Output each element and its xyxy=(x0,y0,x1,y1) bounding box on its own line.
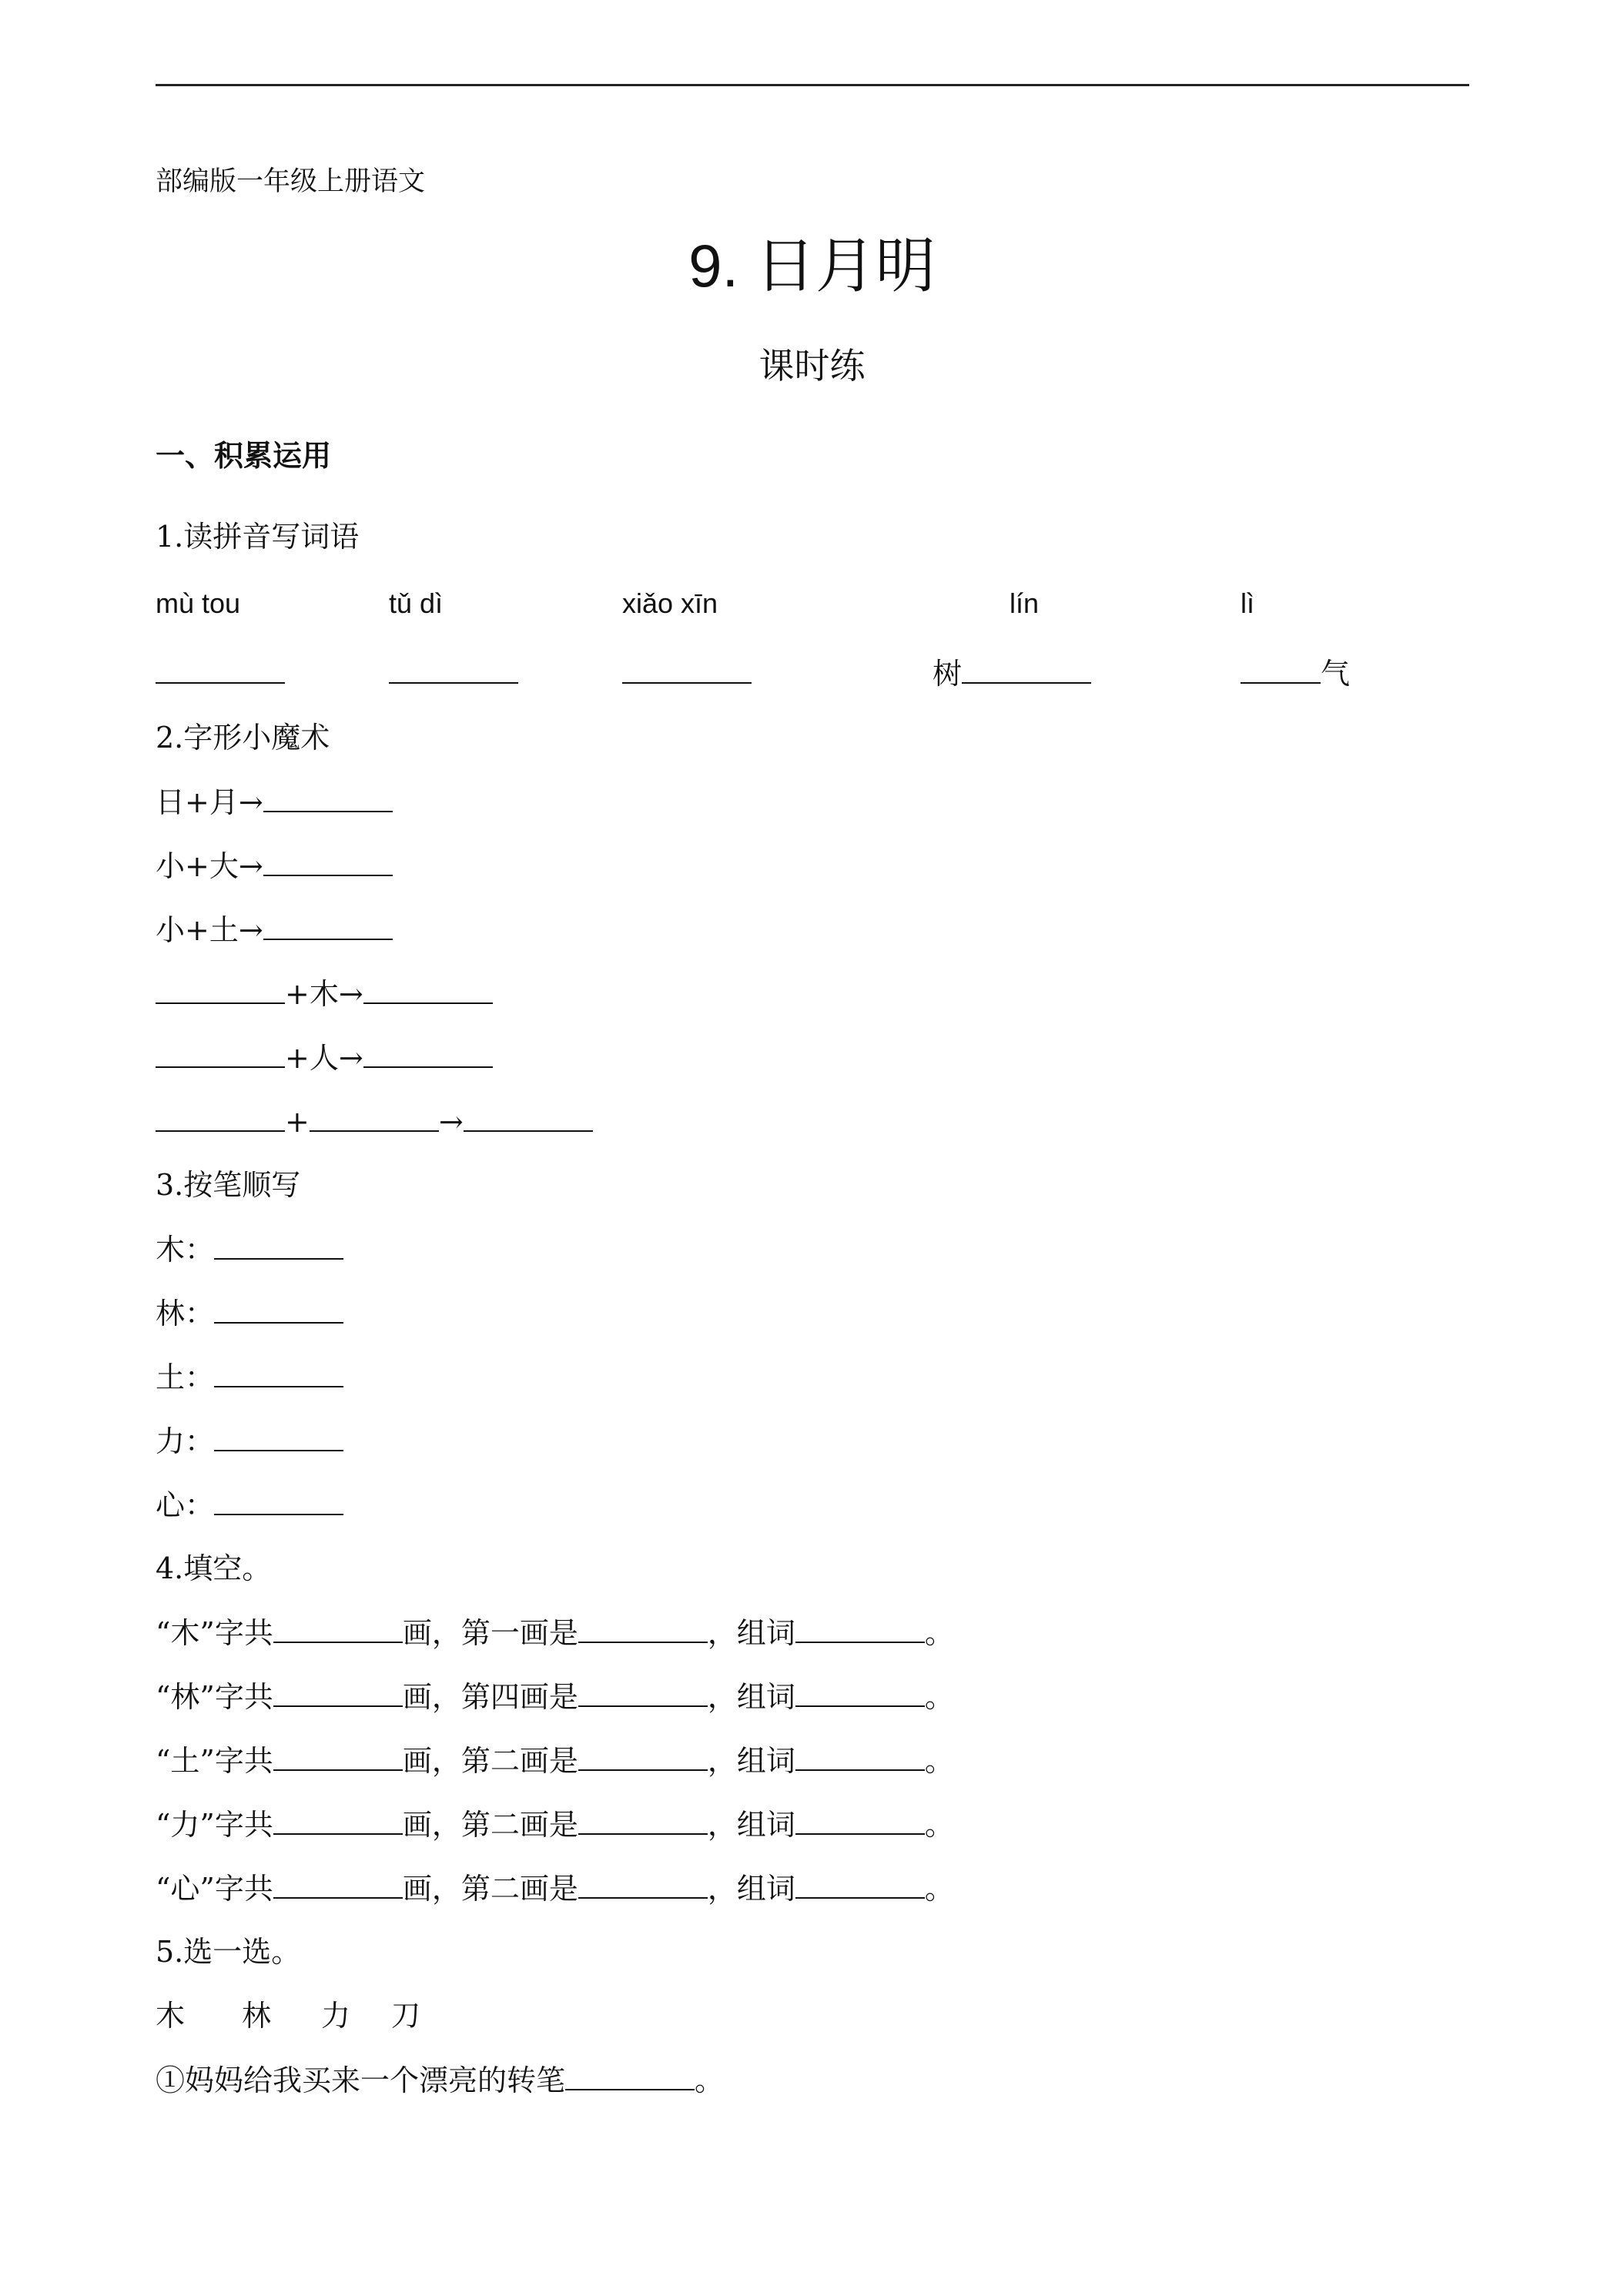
q4-text: 画，第四画是 xyxy=(402,1680,578,1714)
q2-blank[interactable] xyxy=(263,909,393,940)
q1-answer-row xyxy=(156,653,285,694)
q4-blank[interactable] xyxy=(795,1804,925,1835)
q5-blank[interactable] xyxy=(565,2060,695,2090)
q1-answer-row xyxy=(622,653,752,694)
q2-row xyxy=(156,782,393,822)
q2-expression: 小+土→ xyxy=(156,913,263,947)
q3-char: 林： xyxy=(156,1297,215,1330)
q2-expression: +人→ xyxy=(285,1041,363,1075)
q4-text: ，组词 xyxy=(707,1616,795,1650)
q2-row xyxy=(156,1101,593,1142)
q4-text: ，组词 xyxy=(707,1808,795,1842)
q3-blank[interactable] xyxy=(214,1484,343,1515)
q4-text: 。 xyxy=(924,1872,954,1906)
q2-row xyxy=(156,1037,493,1078)
q2-blank[interactable] xyxy=(363,973,493,1004)
q1-answer-row xyxy=(933,653,1091,694)
q2-row xyxy=(156,909,393,950)
q2-blank[interactable] xyxy=(156,1101,285,1132)
q4-row xyxy=(156,1804,954,1845)
pinyin-1: mù tou xyxy=(156,587,241,619)
q4-blank[interactable] xyxy=(578,1740,708,1771)
q1-blank-3[interactable] xyxy=(622,653,752,684)
q4-text: 。 xyxy=(924,1680,954,1714)
q4-text: “土”字共 xyxy=(156,1744,273,1778)
q2-plus: + xyxy=(285,1105,310,1139)
q4-text: ，组词 xyxy=(707,1744,795,1778)
q2-arrow: → xyxy=(438,1105,464,1139)
q2-row xyxy=(156,973,493,1014)
q4-text: ，组词 xyxy=(707,1872,795,1906)
q4-blank[interactable] xyxy=(273,1868,403,1899)
page-subtitle: 课时练 xyxy=(758,345,866,387)
q3-blank[interactable] xyxy=(214,1357,343,1387)
q2-row xyxy=(156,845,393,886)
q4-text: “林”字共 xyxy=(156,1680,273,1714)
q4-text: “力”字共 xyxy=(156,1808,273,1842)
q3-row xyxy=(156,1421,343,1461)
question-1-label: 1.读拼音写词语 xyxy=(156,520,360,554)
q2-blank[interactable] xyxy=(464,1101,593,1132)
page-title: 9. 日月明 xyxy=(688,232,936,300)
pinyin-5: lì xyxy=(1241,587,1254,619)
q4-blank[interactable] xyxy=(273,1612,403,1643)
q3-blank[interactable] xyxy=(214,1421,343,1451)
q2-expression: 日+月→ xyxy=(156,785,263,819)
q3-blank[interactable] xyxy=(214,1293,343,1324)
q3-char: 心： xyxy=(156,1488,215,1522)
q4-text: 画，第二画是 xyxy=(402,1808,578,1842)
q1-prefix-shu: 树 xyxy=(933,657,963,691)
q2-blank[interactable] xyxy=(263,782,393,812)
q5-option: 林 xyxy=(242,1999,272,2033)
q3-row xyxy=(156,1357,343,1397)
question-3-label: 3.按笔顺写 xyxy=(156,1168,301,1202)
q2-expression: +木→ xyxy=(285,977,363,1011)
q3-char: 木： xyxy=(156,1233,215,1267)
q4-text: 画，第一画是 xyxy=(402,1616,578,1650)
q4-row xyxy=(156,1612,954,1653)
q4-row xyxy=(156,1740,954,1781)
q4-blank[interactable] xyxy=(795,1612,925,1643)
q3-row xyxy=(156,1484,343,1525)
q4-text: ，组词 xyxy=(707,1680,795,1714)
q4-blank[interactable] xyxy=(795,1868,925,1899)
pinyin-4: lín xyxy=(1010,587,1040,619)
subject-line: 部编版一年级上册语文 xyxy=(156,166,426,197)
pinyin-3: xiǎo xīn xyxy=(622,587,718,619)
q3-char: 力： xyxy=(156,1424,215,1458)
q5-option: 刀 xyxy=(391,1999,421,2033)
q5-item-1 xyxy=(156,2060,724,2100)
q1-answer-row xyxy=(1241,653,1350,694)
q1-blank-1[interactable] xyxy=(156,653,285,684)
q4-blank[interactable] xyxy=(273,1740,403,1771)
q4-blank[interactable] xyxy=(578,1868,708,1899)
q1-suffix-qi: 气 xyxy=(1321,657,1351,691)
q1-answer-row xyxy=(389,653,518,694)
question-2-label: 2.字形小魔术 xyxy=(156,721,330,755)
q2-blank[interactable] xyxy=(263,845,393,876)
q5-option: 力 xyxy=(321,1999,351,2033)
q4-blank[interactable] xyxy=(273,1676,403,1707)
q3-row xyxy=(156,1229,343,1270)
q4-text: 。 xyxy=(924,1616,954,1650)
q4-text: “心”字共 xyxy=(156,1872,273,1906)
q4-row xyxy=(156,1676,954,1717)
q2-blank[interactable] xyxy=(363,1037,493,1068)
q1-blank-2[interactable] xyxy=(389,653,518,684)
q5-option: 木 xyxy=(156,1999,186,2033)
question-5-label: 5.选一选。 xyxy=(156,1935,301,1969)
q4-row xyxy=(156,1868,954,1909)
q4-blank[interactable] xyxy=(795,1740,925,1771)
q2-blank[interactable] xyxy=(310,1101,439,1132)
q4-blank[interactable] xyxy=(578,1676,708,1707)
q4-text: 画，第二画是 xyxy=(402,1744,578,1778)
q1-blank-4[interactable] xyxy=(962,653,1091,684)
q4-text: 画，第二画是 xyxy=(402,1872,578,1906)
q3-row xyxy=(156,1293,343,1334)
q3-blank[interactable] xyxy=(214,1229,343,1260)
q5-item-1-text: ①妈妈给我买来一个漂亮的转笔 xyxy=(156,2063,566,2097)
q2-blank[interactable] xyxy=(156,1037,285,1068)
q4-blank[interactable] xyxy=(273,1804,403,1835)
q2-blank[interactable] xyxy=(156,973,285,1004)
q5-item-1-end: 。 xyxy=(695,2063,725,2097)
section-heading: 一、积累运用 xyxy=(156,438,332,473)
q4-blank[interactable] xyxy=(578,1612,708,1643)
q4-text: 。 xyxy=(924,1744,954,1778)
q4-blank[interactable] xyxy=(578,1804,708,1835)
q4-text: 。 xyxy=(924,1808,954,1842)
top-rule xyxy=(156,84,1469,86)
q1-blank-5[interactable] xyxy=(1241,653,1321,684)
q2-expression: 小+大→ xyxy=(156,849,263,883)
question-4-label: 4.填空。 xyxy=(156,1551,272,1585)
pinyin-2: tǔ dì xyxy=(389,587,444,619)
q4-text: “木”字共 xyxy=(156,1616,273,1650)
q3-char: 土： xyxy=(156,1361,215,1394)
q4-blank[interactable] xyxy=(795,1676,925,1707)
